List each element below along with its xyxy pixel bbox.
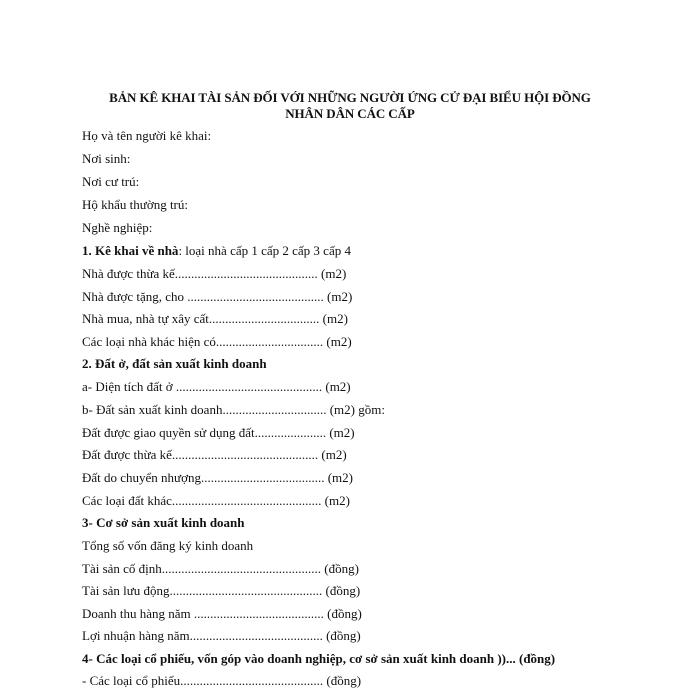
field-nghe-nghiep: Nghề nghiệp:	[82, 220, 153, 235]
section-1-item: Nhà mua, nhà tự xây cất.................................. (m2)	[82, 311, 348, 326]
field-ho-ten: Họ và tên người kê khai:	[82, 128, 212, 143]
document-title	[60, 90, 640, 122]
section-3-item: Tài sản cố định................................................. (đồng)	[82, 561, 359, 576]
section-1-heading-bold: 1. Kê khai về nhà	[82, 243, 179, 258]
section-1-item: Các loại nhà khác hiện có................................. (m2)	[82, 334, 352, 349]
field-ho-khau: Hộ khẩu thường trú:	[82, 197, 188, 212]
section-2-item: Đất được thừa kế............................................. (m2)	[82, 447, 347, 462]
field-noi-sinh: Nơi sinh:	[82, 151, 131, 166]
section-1-heading-rest: : loại nhà cấp 1 cấp 2 cấp 3 cấp 4	[178, 243, 351, 258]
section-2-item: Đất do chuyển nhượng...................................... (m2)	[82, 470, 354, 485]
section-1-item: Nhà được thừa kế............................................ (m2)	[82, 266, 347, 281]
section-2-item: Đất được giao quyền sử dụng đất...................... (m2)	[82, 425, 355, 440]
section-3-heading: 3- Cơ sở sản xuất kinh doanh	[82, 515, 245, 530]
title-line-1: BẢN KÊ KHAI TÀI SẢN ĐỐI VỚI NHỮNG NGƯỜI ỨNG CỬ ĐẠI BIỂU HỘI ĐỒNG	[109, 90, 591, 105]
field-noi-cu-tru: Nơi cư trú:	[82, 174, 140, 189]
section-4-heading: 4- Các loại cổ phiếu, vốn góp vào doanh nghiệp, cơ sở sản xuất kinh doanh ))... (đồng)	[82, 651, 556, 666]
section-1-item: Nhà được tặng, cho .......................................... (m2)	[82, 289, 353, 304]
section-1-heading	[82, 243, 351, 259]
title-line-2: NHÂN DÂN CÁC CẤP	[285, 106, 415, 121]
section-2-heading: 2. Đất ở, đất sản xuất kinh doanh	[82, 356, 267, 371]
section-2-item: b- Đất sản xuất kinh doanh................................ (m2) gồm:	[82, 402, 385, 417]
section-3-subheading: Tổng số vốn đăng ký kinh doanh	[82, 538, 254, 553]
section-4-item: - Các loại cổ phiếu............................................ (đồng)	[82, 673, 362, 688]
section-3-item: Lợi nhuận hàng năm......................................... (đồng)	[82, 628, 361, 643]
section-3-item: Doanh thu hàng năm ........................................ (đồng)	[82, 606, 362, 621]
section-2-item: Các loại đất khác.............................................. (m2)	[82, 493, 350, 508]
section-3-item: Tài sản lưu động............................................... (đồng)	[82, 583, 361, 598]
section-2-item: a- Diện tích đất ở ............................................. (m2)	[82, 379, 351, 394]
